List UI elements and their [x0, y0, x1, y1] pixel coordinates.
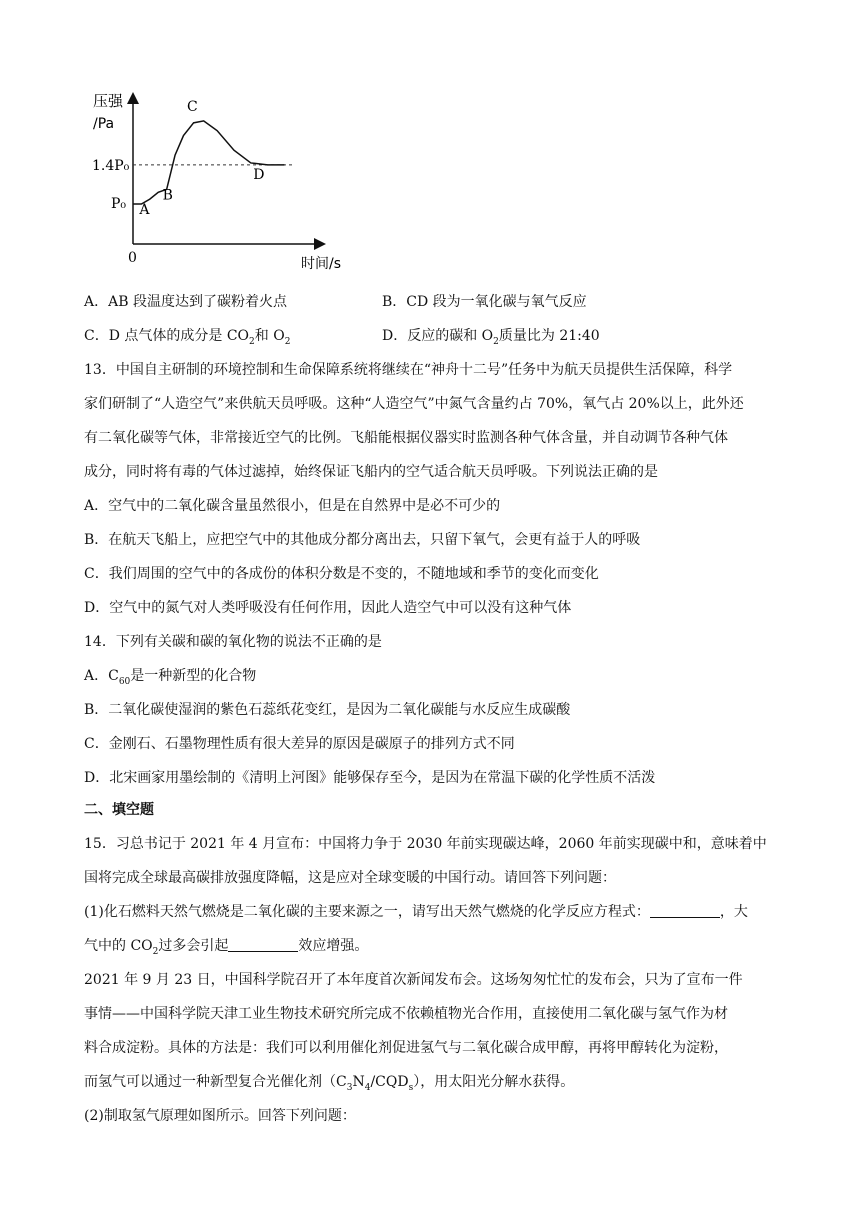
q15-line8-pre: 而氢气可以通过一种新型复合光催化剂（C [84, 1074, 347, 1090]
q15-line4-pre: 气中的 CO [84, 938, 153, 954]
q15-line7: 料合成淀粉。具体的方法是：我们可以利用催化剂促进氢气与二氧化碳合成甲醇，再将甲醇转化为淀粉， [84, 1040, 728, 1056]
sub-3: 3 [346, 1082, 353, 1093]
sub-2b: 2 [284, 336, 291, 347]
q13-option-b[interactable]: B．在航天飞船上，应把空气中的其他成分都分离出去，只留下氧气，会更有益于人的呼吸 [84, 532, 641, 548]
q15-line3-pre: (1)化石燃料天然气燃烧是二氧化碳的主要来源之一，请写出天然气燃烧的化学反应方程式： [84, 904, 650, 920]
q15-line5: 2021 年 9 月 23 日，中国科学院召开了本年度首次新闻发布会。这场匆匆忙忙的发布会，只为了宣布一件 [84, 972, 743, 988]
q15-line1: 15．习总书记于 2021 年 4 月宣布：中国将力争于 2030 年前实现碳达峰，2060 年前实现碳中和，意味着中 [84, 836, 767, 852]
q14-option-a[interactable] [84, 666, 784, 692]
q12-option-c-mid: 和 O [254, 328, 285, 344]
sub-2d: 2 [152, 946, 159, 957]
q13-option-d[interactable]: D．空气中的氮气对人类呼吸没有任何作用，因此人造空气中可以没有这种气体 [84, 600, 572, 616]
sub-60: 60 [118, 676, 131, 687]
section-title-fill-in: 二、填空题 [84, 802, 154, 818]
q15-line3-post: ，大 [719, 904, 748, 920]
point-label-a: A [139, 202, 150, 218]
x-axis-label: 时间/s [301, 256, 342, 272]
q14-option-d[interactable]: D．北宋画家用墨绘制的《清明上河图》能够保存至今，是因为在常温下碳的化学性质不活泼 [84, 770, 656, 786]
point-label-b: B [162, 187, 173, 204]
y-axis-label-line2: /Pa [93, 116, 115, 132]
q12-option-d-post: 质量比为 21:40 [498, 328, 600, 344]
q12-option-d[interactable] [382, 326, 600, 352]
q15-line4-mid: 过多会引起 [158, 938, 229, 954]
q15-line3 [84, 902, 784, 922]
q15-line4-post: 效应增强。 [298, 938, 369, 954]
q13-line2: 家们研制了“人造空气”来供航天员呼吸。这种“人造空气”中氮气含量约占 70%，氧气占 20%以上，此外还 [84, 396, 744, 412]
q14-option-b[interactable]: B．二氧化碳使湿润的紫色石蕊纸花变红，是因为二氧化碳能与水反应生成碳酸 [84, 702, 571, 718]
sub-2: 2 [249, 336, 255, 347]
y-tick-1-4p0: 1.4P₀ [92, 158, 130, 174]
answer-blank-2[interactable] [228, 937, 298, 952]
origin-label: 0 [128, 250, 137, 266]
q14-stem: 14．下列有关碳和碳的氧化物的说法不正确的是 [84, 634, 382, 650]
q14-option-a-post: 是一种新型的化合物 [130, 668, 257, 684]
sub-s: s [408, 1082, 414, 1093]
q13-option-a[interactable]: A．空气中的二氧化碳含量虽然很小，但是在自然界中是必不可少的 [84, 498, 501, 514]
q14-option-c[interactable]: C．金刚石、石墨物理性质有很大差异的原因是碳原子的排列方式不同 [84, 736, 515, 752]
q15-line8 [84, 1072, 784, 1098]
q15-line8-slash: /CQD [370, 1074, 409, 1090]
y-axis-label-line1: 压强 [93, 92, 124, 110]
q15-line9: (2)制取氢气原理如图所示。回答下列问题： [84, 1108, 356, 1124]
y-tick-p0: P₀ [111, 196, 127, 212]
q13-option-c[interactable]: C．我们周围的空气中的各成份的体积分数是不变的，不随地域和季节的变化而变化 [84, 566, 599, 582]
q12-option-b[interactable]: B．CD 段为一氧化碳与氧气反应 [382, 294, 587, 310]
q15-line2: 国将完成全球最高碳排放强度降幅，这是应对全球变暖的中国行动。请回答下列问题： [84, 870, 616, 886]
q12-option-c-pre: C．D 点气体的成分是 CO [84, 328, 250, 344]
q13-line4: 成分，同时将有毒的气体过滤掉，始终保证飞船内的空气适合航天员呼吸。下列说法正确的是 [84, 464, 658, 480]
point-label-c: C [186, 98, 198, 115]
q12-option-a[interactable]: A．AB 段温度达到了碳粉着火点 [84, 294, 287, 310]
sub-4: 4 [364, 1082, 371, 1093]
q12-option-c[interactable] [84, 326, 290, 352]
q12-option-d-pre: D．反应的碳和 O [382, 328, 494, 344]
q15-line4 [84, 936, 784, 962]
pressure-curve [133, 121, 284, 204]
q13-line3: 有二氧化碳等气体，非常接近空气的比例。飞船能根据仪器实时监测各种气体含量，并自动调节各种气体 [84, 430, 728, 446]
q14-option-a-pre: A．C [84, 668, 119, 684]
answer-blank-1[interactable] [650, 903, 720, 918]
pressure-time-chart [80, 86, 370, 274]
q15-line8-post: ），用太阳光分解水获得。 [413, 1074, 575, 1090]
q15-line6: 事情——中国科学院天津工业生物技术研究所完成不依赖植物光合作用，直接使用二氧化碳与氢气作为材 [84, 1006, 728, 1022]
q15-line8-n: N [352, 1074, 365, 1090]
point-label-d: D [253, 166, 265, 183]
sub-2c: 2 [493, 336, 499, 347]
q13-line1: 13．中国自主研制的环境控制和生命保障系统将继续在“神舟十二号”任务中为航天员提供生活保障，科学 [84, 362, 733, 378]
